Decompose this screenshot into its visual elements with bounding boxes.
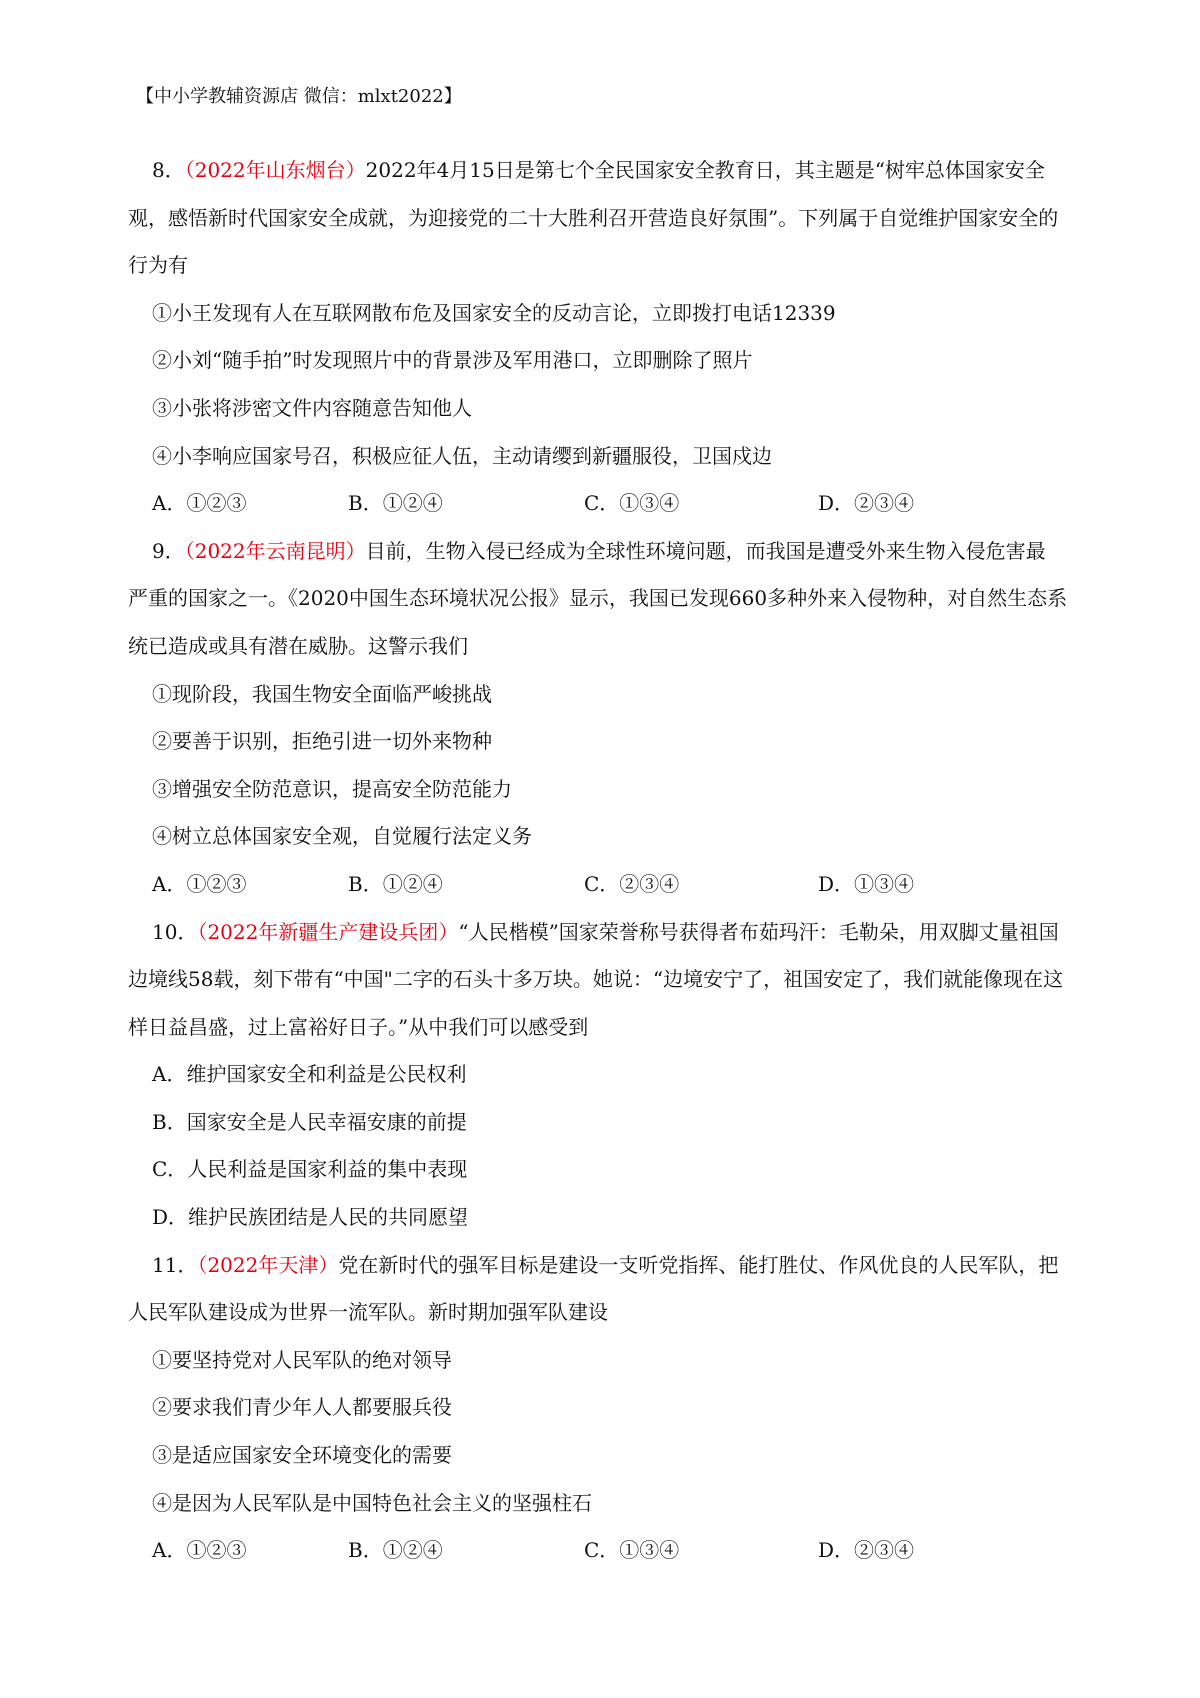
statement: ④是因为人民军队是中国特色社会主义的坚强柱石 (152, 1490, 592, 1515)
choice-c: C．①③④ (584, 491, 680, 516)
choice-d: D．①③④ (818, 871, 915, 896)
question-list (128, 147, 1080, 1575)
question-stem-line: 行为有 (128, 253, 188, 278)
page-header: 【中小学教辅资源店 微信：mlxt2022】 (136, 86, 462, 107)
statement: ①现阶段，我国生物安全面临严峻挑战 (152, 681, 492, 706)
choice-d: D．②③④ (818, 491, 915, 516)
question-stem-text: 目前，生物入侵已经成为全球性环境问题，而我国是遭受外来生物入侵危害最 (365, 538, 1046, 563)
question-stem-text: 2022年4月15日是第七个全民国家安全教育日，其主题是“树牢总体国家安全 (365, 158, 1045, 182)
question-number: 11． (152, 1252, 198, 1277)
question-8 (128, 147, 1080, 528)
question-stem-first-line (128, 528, 1080, 576)
choice-a: A．维护国家安全和利益是公民权利 (152, 1062, 467, 1087)
statement: ①小王发现有人在互联网散布危及国家安全的反动言论，立即拨打电话12339 (152, 300, 836, 325)
question-stem-first-line (128, 1242, 1080, 1290)
statement: ①要坚持党对人民军队的绝对领导 (152, 1347, 452, 1372)
question-stem-first-line (128, 909, 1080, 957)
choice-b: B．国家安全是人民幸福安康的前提 (152, 1109, 467, 1134)
question-10 (128, 909, 1080, 1242)
choice-b: B．①②④ (348, 871, 443, 896)
question-number: 10． (152, 919, 198, 944)
statement: ③增强安全防范意识，提高安全防范能力 (152, 776, 512, 801)
question-stem-line: 严重的国家之一。《2020中国生态环境状况公报》显示，我国已发现660多种外来入侵物种，对自然生态系 (128, 586, 1068, 611)
choice-b: B．①②④ (348, 1538, 443, 1563)
answer-choices (128, 1527, 1080, 1575)
answer-choices (128, 861, 1080, 909)
question-9 (128, 528, 1080, 909)
statement: ②小刘“随手拍”时发现照片中的背景涉及军用港口，立即删除了照片 (152, 348, 753, 373)
statement: ③是适应国家安全环境变化的需要 (152, 1443, 452, 1468)
question-stem-text: “人民楷模”国家荣誉称号获得者布茹玛汗：毛勒朵，用双脚丈量祖国 (458, 919, 1059, 944)
choice-d: D．②③④ (818, 1538, 915, 1563)
statement: ②要求我们青少年人人都要服兵役 (152, 1395, 452, 1420)
question-stem-line: 人民军队建设成为世界一流军队。新时期加强军队建设 (128, 1300, 608, 1325)
answer-choices (128, 480, 1080, 528)
question-source: （2022年云南昆明） (184, 538, 366, 563)
question-stem-line: 统已造成或具有潜在威胁。这警示我们 (128, 633, 468, 658)
question-11 (128, 1242, 1080, 1575)
choice-d: D．维护民族团结是人民的共同愿望 (152, 1205, 469, 1230)
statement: ④树立总体国家安全观，自觉履行法定义务 (152, 824, 532, 849)
question-source: （2022年天津） (197, 1252, 339, 1277)
question-stem-text: 党在新时代的强军目标是建设一支听党指挥、能打胜仗、作风优良的人民军队，把 (338, 1252, 1059, 1277)
statement: ②要善于识别，拒绝引进一切外来物种 (152, 729, 492, 754)
question-stem-line: 边境线58载，刻下带有“中国"二字的石头十多万块。她说：“边境安宁了，祖国安定了，我们就能像现在这 (128, 967, 1064, 992)
question-number: 8． (152, 158, 185, 182)
question-source: （2022年山东烟台） (184, 158, 366, 182)
statement: ③小张将涉密文件内容随意告知他人 (152, 395, 472, 420)
question-source: （2022年新疆生产建设兵团） (197, 919, 459, 944)
choice-a: A．①②③ (152, 1538, 247, 1563)
question-stem-first-line (128, 147, 1080, 195)
question-stem-line: 样日益昌盛，过上富裕好日子。”从中我们可以感受到 (128, 1014, 589, 1039)
question-stem-line: 观，感悟新时代国家安全成就，为迎接党的二十大胜利召开营造良好氛围”。下列属于自觉维护国家安全的 (128, 205, 1059, 230)
choice-b: B．①②④ (348, 491, 443, 516)
statement: ④小李响应国家号召，积极应征人伍，主动请缨到新疆服役，卫国戍边 (152, 443, 772, 468)
question-number: 9． (152, 538, 185, 563)
choice-c: C．①③④ (584, 1538, 680, 1563)
choice-a: A．①②③ (152, 871, 247, 896)
choice-c: C．②③④ (584, 871, 680, 896)
choice-c: C．人民利益是国家利益的集中表现 (152, 1157, 468, 1182)
choice-a: A．①②③ (152, 491, 247, 516)
